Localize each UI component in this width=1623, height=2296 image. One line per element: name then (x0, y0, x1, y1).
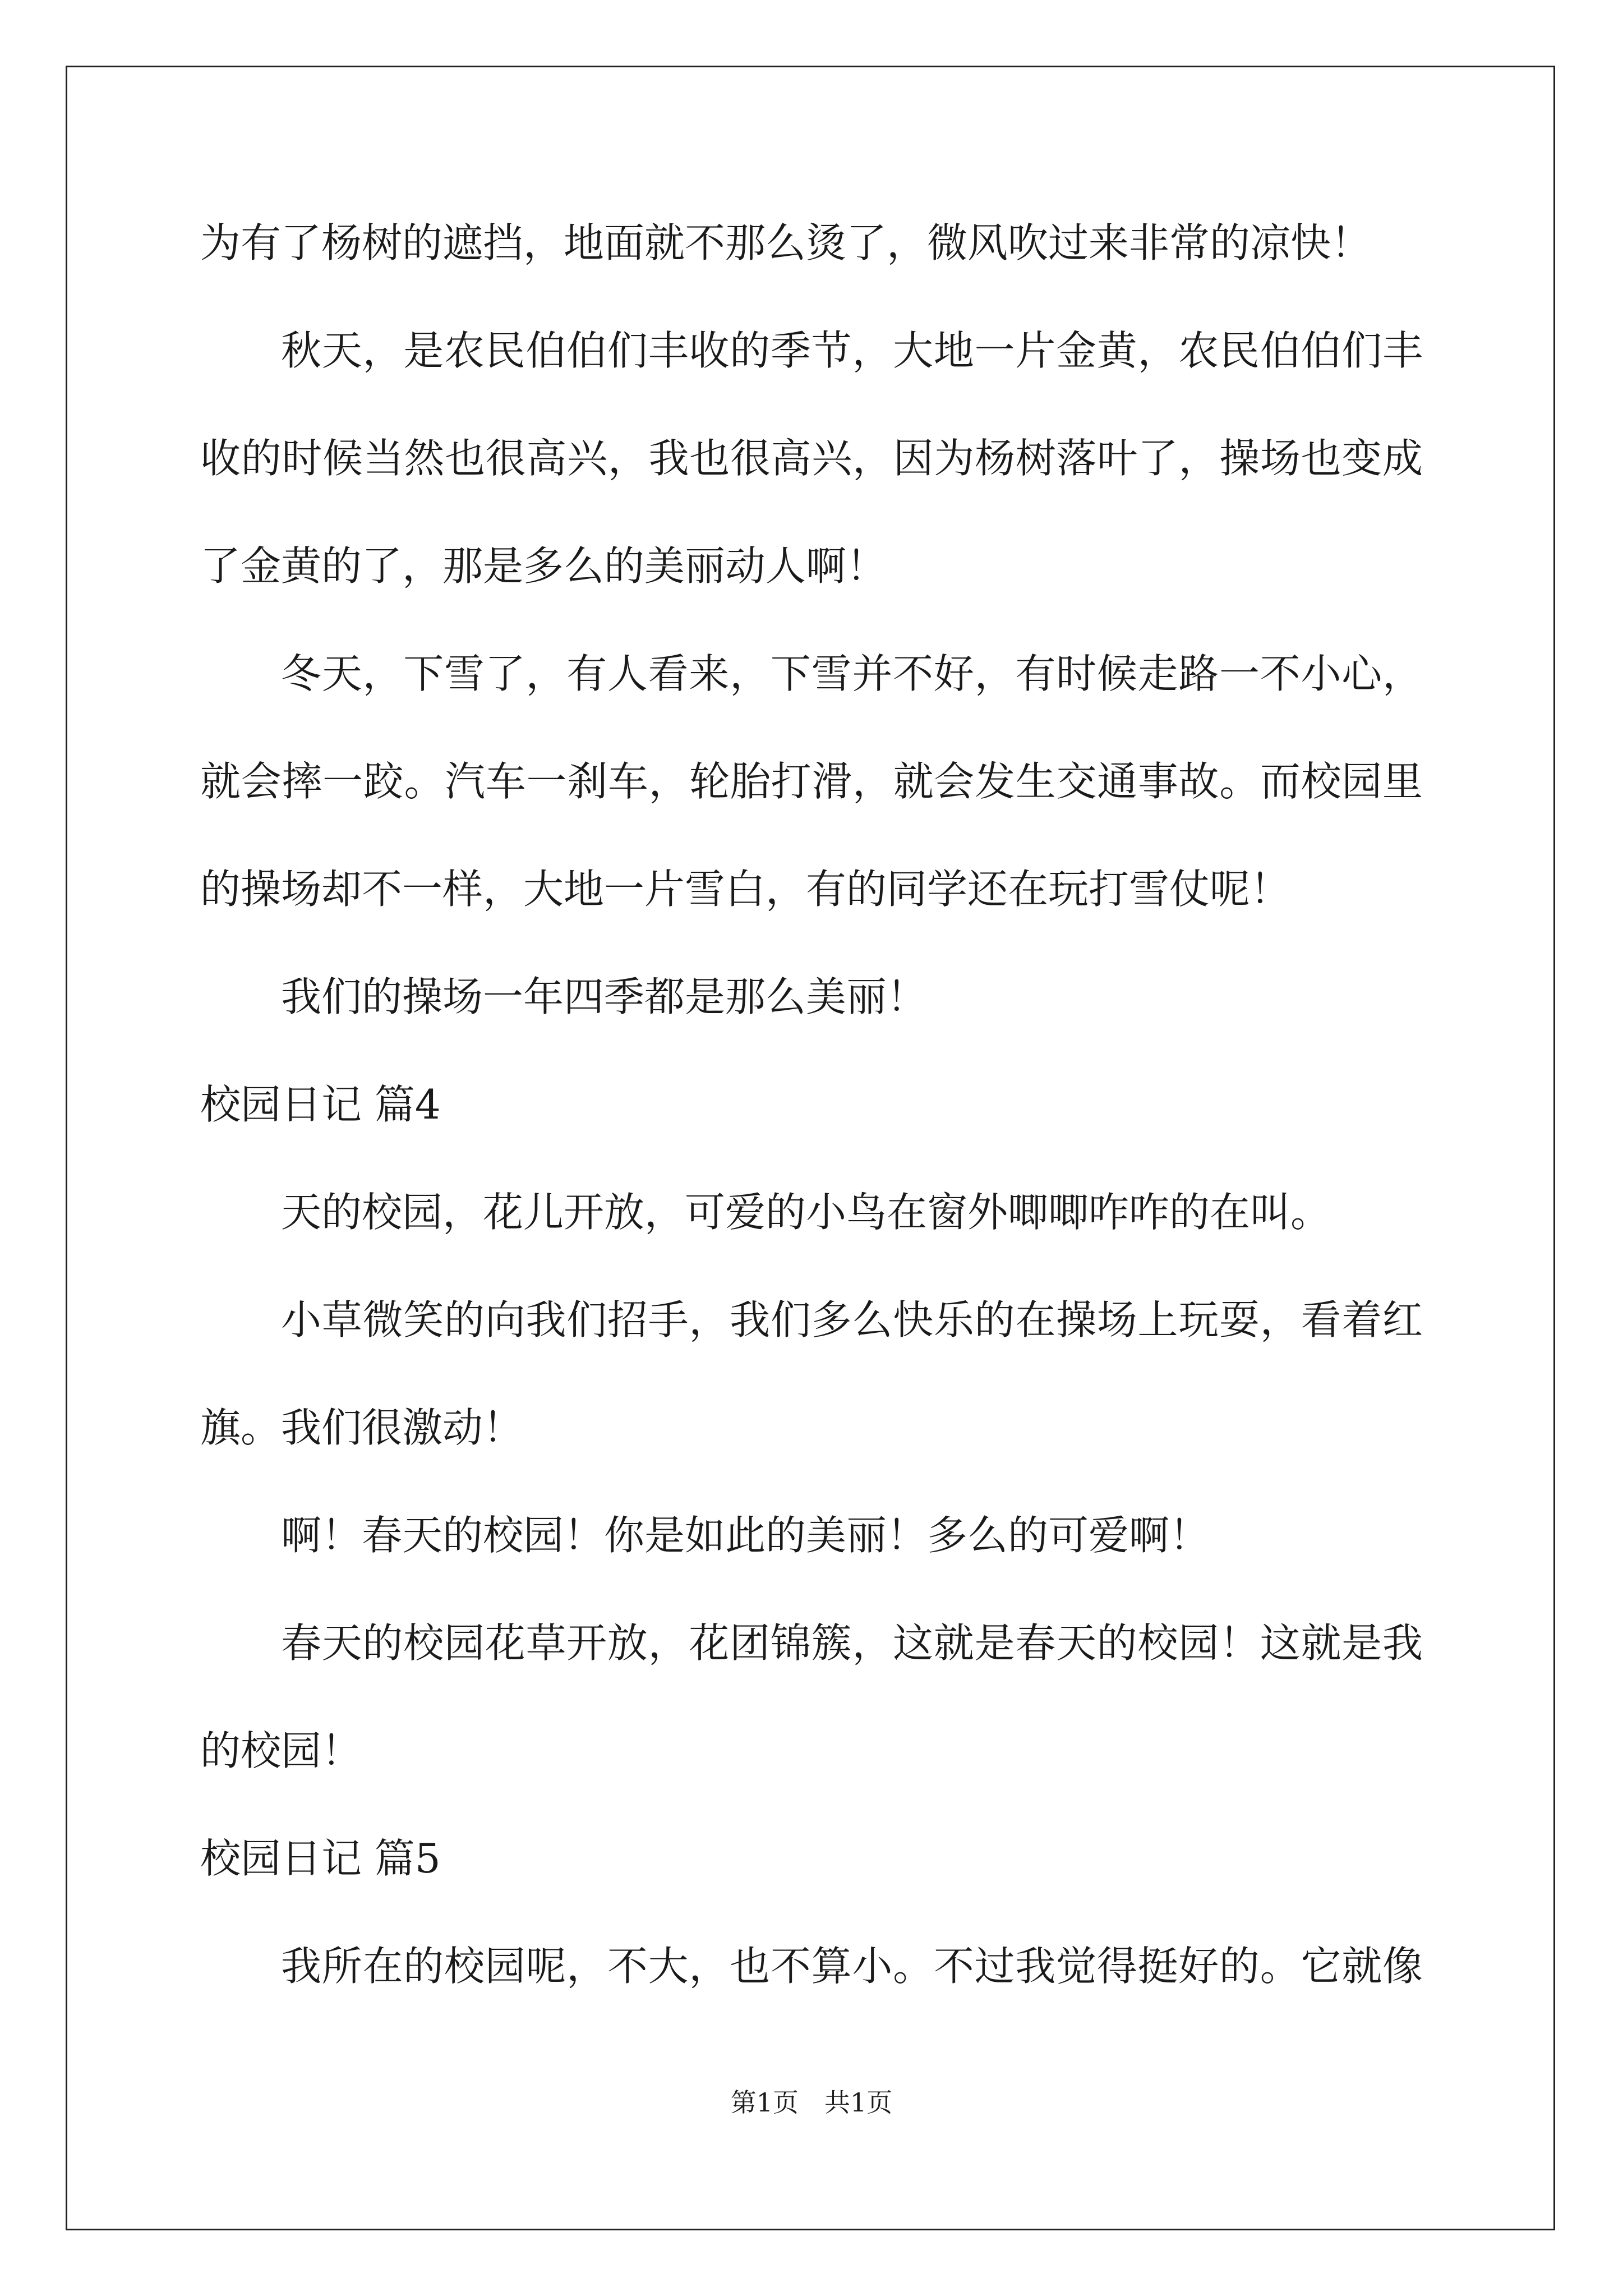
paragraph-first-line: 春天的校园花草开放，花团锦簇，这就是春天的校园！这就是我 (281, 1619, 1423, 1667)
text-line: 的校园！ (200, 1727, 362, 1774)
text-line: 就会摔一跤。汽车一刹车，轮胎打滑，就会发生交通事故。而校园里 (200, 758, 1423, 805)
paragraph-first-line: 我所在的校园呢，不大，也不算小。不过我觉得挺好的。它就像 (281, 1943, 1423, 1990)
paragraph-first-line: 天的校园，花儿开放，可爱的小鸟在窗外唧唧咋咋的在叫。 (281, 1189, 1331, 1236)
paragraph-first-line: 小草微笑的向我们招手，我们多么快乐的在操场上玩耍，看着红 (281, 1296, 1423, 1343)
paragraph-first-line: 啊！春天的校园！你是如此的美丽！多么的可爱啊！ (281, 1512, 1210, 1559)
paragraph-first-line: 秋天，是农民伯伯们丰收的季节，大地一片金黄，农民伯伯们丰 (281, 327, 1423, 374)
text-line: 了金黄的了，那是多么的美丽动人啊！ (200, 542, 887, 590)
page-footer: 第1页 共1页 (730, 2087, 893, 2118)
text-line: 旗。我们很激动！ (200, 1404, 524, 1451)
page-border (66, 66, 1555, 2230)
paragraph-first-line: 冬天，下雪了，有人看来，下雪并不好，有时候走路一不小心， (281, 650, 1423, 697)
section-heading: 校园日记 篇5 (200, 1835, 441, 1882)
text-line: 为有了杨树的遮挡，地面就不那么烫了，微风吹过来非常的凉快！ (200, 219, 1372, 266)
paragraph-first-line: 我们的操场一年四季都是那么美丽！ (281, 973, 928, 1020)
text-line: 收的时候当然也很高兴，我也很高兴，因为杨树落叶了，操场也变成 (200, 435, 1423, 482)
section-heading: 校园日记 篇4 (200, 1081, 441, 1128)
text-line: 的操场却不一样，大地一片雪白，有的同学还在玩打雪仗呢！ (200, 866, 1291, 913)
